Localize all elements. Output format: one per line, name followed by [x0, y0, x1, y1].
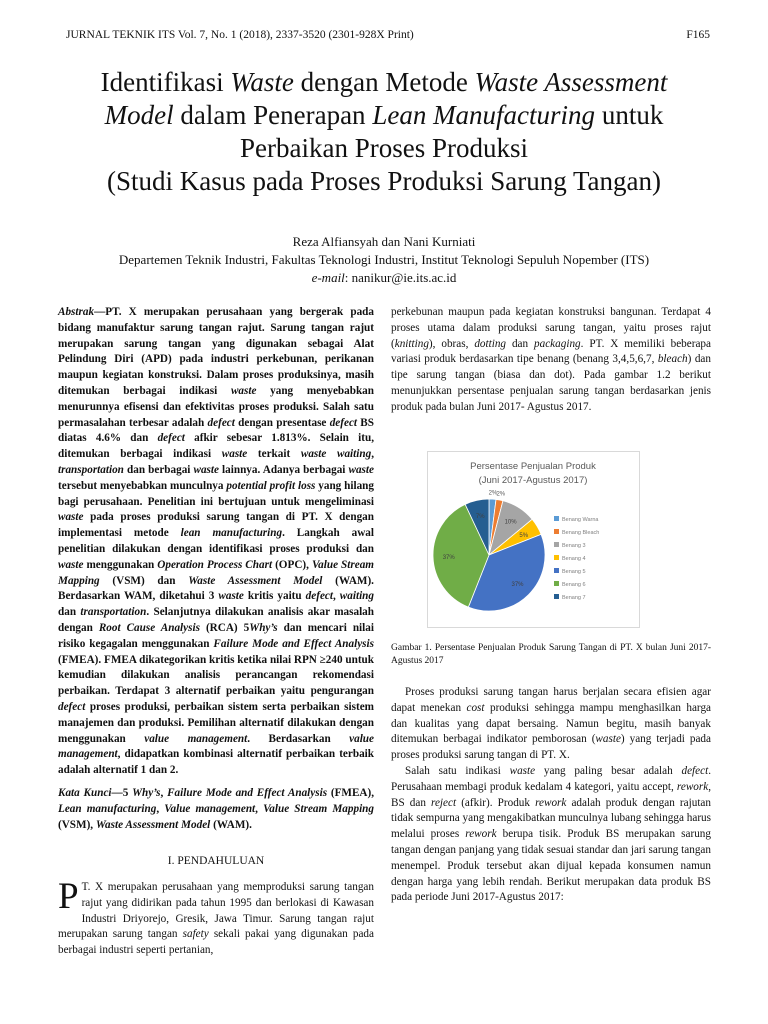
legend-label: Benang Warna: [562, 517, 599, 523]
legend-swatch: [554, 516, 559, 521]
figure-caption: Gambar 1. Persentase Penjualan Produk Sarung Tangan di PT. X bulan Juni 2017-Agustus 2017: [391, 643, 711, 666]
introduction-text: P T. X merupakan perusahaan yang memproduksi sarung tangan rajut yang didirikan pada tahun 1995 dan berlokasi di Kawasan Industri Driyorejo, Gresik, Jawa Timur. Sarung tangan rajut merupakan sarung tangan safety sekali pakai yang digunakan pada berbagai industri seperti pertanian,: [58, 876, 374, 957]
legend-label: Benang 6: [562, 582, 586, 588]
pie-data-label: 2%: [488, 490, 498, 497]
legend-swatch: [554, 542, 559, 547]
sales-pie-chart: [427, 451, 640, 628]
paper-title: Identifikasi Waste dengan Metode Waste Assessment Model dalam Penerapan Lean Manufacturing untuk Perbaikan Proses Produksi (Studi Kasus pada Proses Produksi Sarung Tangan): [100, 67, 668, 196]
legend-swatch: [554, 529, 559, 534]
pie-data-label: 7%: [475, 514, 485, 521]
right-column-intro: perkebunan maupun pada kegiatan konstruksi bangunan. Terdapat 4 proses utama dalam produksi sarung tangan, yaitu proses rajut (knitting), obras, dotting dan packaging. PT. X memiliki beberapa variasi produk berdasarkan tipe benang (benang 3,4,5,6,7, bleach) dan tipe sarung tangan (biasa dan dot). Pada gambar 1.2 berikut menunjukkan persentase penjualan sarung tangan berdasarkan jenis produk pada bulan Juni 2017- Agustus 2017.: [391, 306, 711, 413]
author-block: [0, 233, 768, 287]
email-line: e-mail: nanikur@ie.its.ac.id: [311, 270, 457, 285]
pie-data-label: 5%: [519, 532, 529, 539]
pie-data-label: 37%: [511, 582, 524, 589]
abstract: Abstrak—PT. X merupakan perusahaan yang bergerak pada bidang manufaktur sarung tangan rajut. Sarung tangan rajut merupakan sarung tangan yang digunakan sebagai Alat Pelindung Diri (APD) pada industri perkebunan, perikanan maupun kegiatan konstruksi. Dalam proses produksinya, masih ditemukan berbagai indikasi waste yang menyebabkan menurunnya efisensi dan efektivitas proses produksi. Salah satu permasalahan terbesar adalah defect dengan presentase defect BS diatas 4.6% dan defect afkir sebesar 1.813%. Selain itu, ditemukan berbagai indikasi waste terkait waste waiting, transportation dan berbagai waste lainnya. Adanya berbagai waste tersebut menyebabkan munculnya potential profit loss yang hilang bagi perusahaan. Penelitian ini bertujuan untuk mengeliminasi waste pada proses produksi sarung tangan di PT. X dengan implementasi metode lean manufacturing. Langkah awal penelitian dilakukan dengan identifikasi proses produksi dan waste menggunakan Operation Process Chart (OPC), Value Stream Mapping (VSM) dan Waste Assessment Model (WAM). Berdasarkan WAM, diketahui 3 waste kritis yaitu defect, waiting dan transportation. Selanjutnya dilakukan analisis akar masalah dengan Root Cause Analysis (RCA) 5Why’s dan mencari nilai risiko kegagalan menggunakan Failure Mode and Effect Analysis (FMEA). FMEA dikategorikan kritis ketika nilai RPN ≥240 untuk kemudian dilakukan analisis perancangan rekomendasi perbaikan. Terdapat 3 alternatif perbaikan yaitu pengurangan defect proses produksi, perbaikan sistem serta perbaikan sistem manajemen dan produksi. Pemilihan alternatif dilakukan dengan menggunakan value management. Berdasarkan value management, didapatkan kombinasi alternatif perbaikan terbaik adalah alternatif 1 dan 2.: [58, 306, 375, 777]
legend-label: Benang 5: [562, 569, 586, 575]
legend-swatch: [554, 594, 559, 599]
right-column-body: Proses produksi sarung tangan harus berjalan secara efisien agar dapat menekan cost produksi sehingga mampu menghasilkan harga dan kualitas yang dapat bersaing. Namun begitu, masih banyak ditemukan berbagai indikator pemborosan (waste) yang terjadi pada proses produksi sarung tangan di PT. X. Salah satu indikasi waste yang paling besar adalah defect. Perusahaan membagi produk kedalam 4 kategori, yaitu accept, rework, BS dan reject (afkir). Produk rework adalah produk dengan rajutan tidak sempurna yang mengakibatkan munculnya lubang sehingga harus melalui proses rework berupa tisik. Produk BS merupakan sarung tangan dengan panjang yang tidak sesuai standar dan jari sarung tangan menempel. Produk tersebut akan dijual kepada konsumen namun dengan harga yang lebih rendah. Berikut merupakan data produk BS pada periode Juni 2017-Agustus 2017:: [391, 686, 712, 904]
pie-data-label: 2%: [496, 491, 506, 498]
pie-data-label: 37%: [442, 554, 455, 561]
author-names: Reza Alfiansyah dan Nani Kurniati: [292, 234, 476, 249]
legend-swatch: [554, 568, 559, 573]
journal-header: JURNAL TEKNIK ITS Vol. 7, No. 1 (2018), 2337-3520 (2301-928X Print): [66, 29, 414, 41]
affiliation: Departemen Teknik Industri, Fakultas Teknologi Industri, Institut Teknologi Sepuluh Nopember (ITS): [118, 252, 650, 267]
legend-label: Benang 3: [562, 543, 586, 549]
chart-subtitle: (Juni 2017-Agustus 2017): [478, 475, 588, 486]
legend-label: Benang 4: [562, 556, 586, 562]
page-number: F165: [686, 29, 710, 41]
legend-swatch: [554, 555, 559, 560]
keywords: Kata Kunci—5 Why’s, Failure Mode and Effect Analysis (FMEA), Lean manufacturing, Value management, Value Stream Mapping (VSM), Waste Assessment Model (WAM).: [58, 787, 375, 831]
legend-swatch: [554, 581, 559, 586]
legend-label: Benang 7: [562, 595, 586, 601]
pie-data-label: 10%: [504, 519, 517, 526]
drop-cap: P: [58, 876, 79, 917]
chart-title: Persentase Penjualan Produk: [470, 461, 596, 472]
pie-chart-svg: [428, 452, 639, 627]
section-heading-introduction: I. PENDAHULUAN: [167, 855, 265, 867]
legend-label: Benang Bleach: [562, 530, 600, 536]
